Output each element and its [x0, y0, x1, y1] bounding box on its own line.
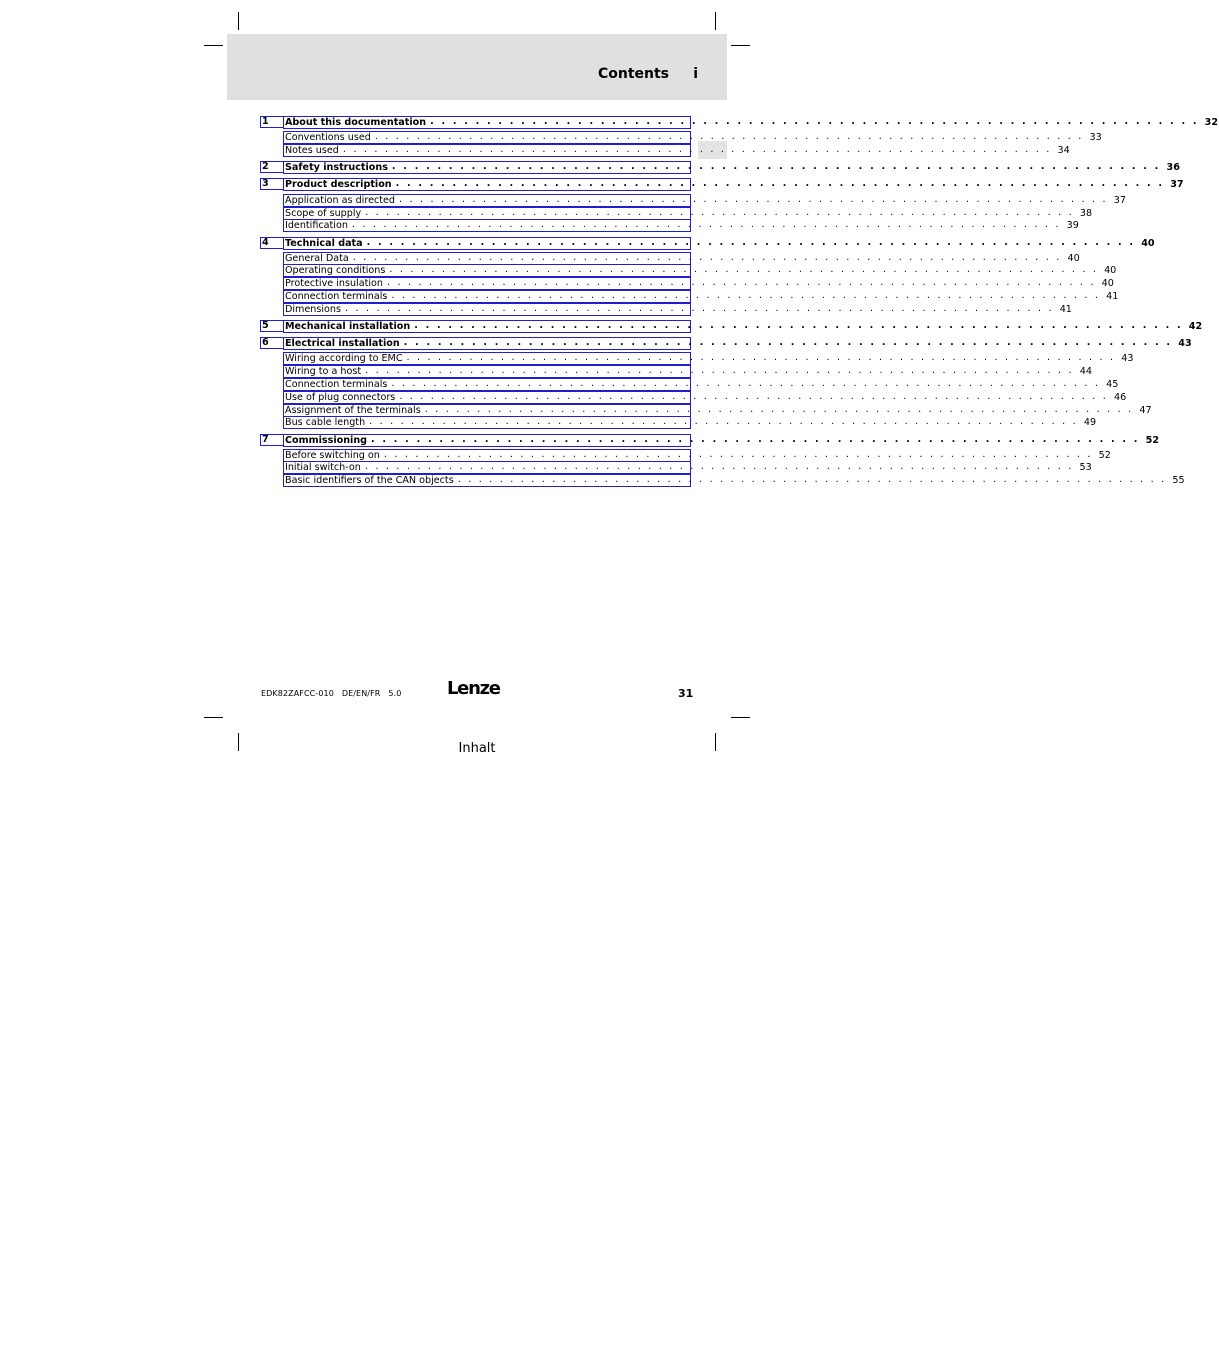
lenze-logo: Lenze — [447, 678, 500, 699]
toc-chapter-link[interactable] — [283, 320, 1203, 333]
leader-dots: . . . . . . . . . . . . . . . . . . . . . . . . . . . . . . . . . . . . . . . . . . . . . . . . . . . . . . . . . . . . . . . . . . . . — [352, 252, 1062, 263]
toc-entry-label: Product description — [285, 179, 392, 190]
toc-chapter-link[interactable] — [283, 161, 1180, 174]
toc-entry-label: Scope of supply — [285, 208, 362, 219]
toc-entry-page: 36 — [1166, 162, 1180, 173]
toc-entry-label: Wiring according to EMC — [285, 353, 403, 364]
toc-entry-label: Technical data — [285, 238, 363, 249]
toc-section-link[interactable] — [283, 474, 1185, 487]
toc-entry-label: Wiring to a host — [285, 366, 362, 377]
toc-entry-page: 32 — [1204, 117, 1219, 128]
toc-entry-page: 33 — [1089, 132, 1102, 143]
chapter-number[interactable]: 3 — [260, 178, 284, 190]
page-caption: Inhalt — [458, 741, 496, 756]
toc-entry-page: 40 — [1067, 253, 1080, 264]
toc-entry-label: Before switching on — [285, 450, 380, 461]
toc-entry-page: 55 — [1172, 475, 1185, 486]
toc-chapter-link[interactable] — [283, 337, 1192, 350]
toc-entry-label: Application as directed — [285, 195, 396, 206]
toc-entry-page: 46 — [1114, 392, 1127, 403]
leader-dots: . . . . . . . . . . . . . . . . . . . . . . . . . . . . . . . . . . . . . . . . . . . . . . . . . . . . . . . . . . . . . . . . . . . . — [424, 404, 1134, 415]
page-number: 31 — [678, 687, 694, 700]
toc-section-link[interactable] — [283, 144, 1070, 157]
leader-dots: . . . . . . . . . . . . . . . . . . . . . . . . . . . . . . . . . . . . . . . . . . . . . . . . . . . . . . . . . . . . . . . . . . . . — [386, 277, 1096, 288]
toc-entry-label: Identification — [285, 220, 348, 231]
leader-dots: . . . . . . . . . . . . . . . . . . . . . . . . . . . . . . . . . . . . . . . . . . . . . . . . . . . . . . . . . . . . . . . . . . . . — [406, 352, 1116, 363]
toc-entry-label: Notes used — [285, 145, 339, 156]
toc-entry-page: 41 — [1059, 304, 1072, 315]
toc-entry-label: General Data — [285, 253, 349, 264]
leader-dots: . . . . . . . . . . . . . . . . . . . . . . . . . . . . . . . . . . . . . . . . . . . . . . . . . . . . . . . . . . . . . . . . . . . . — [391, 378, 1101, 389]
leader-dots: . . . . . . . . . . . . . . . . . . . . . . . . . . . . . . . . . . . . . . . . . . . . . . . . . . . . . . . . . . . . . . . . . . . . — [414, 320, 1183, 331]
toc-entry-label: Assignment of the terminals — [285, 405, 421, 416]
toc-section-link[interactable] — [283, 365, 1093, 378]
leader-dots: . . . . . . . . . . . . . . . . . . . . . . . . . . . . . . . . . . . . . . . . . . . . . . . . . . . . . . . . . . . . . . . . . . . . — [371, 434, 1140, 445]
toc-entry-page: 41 — [1106, 291, 1119, 302]
toc-section-link[interactable] — [283, 277, 1114, 290]
toc-entry-label: Basic identifiers of the CAN objects — [285, 475, 454, 486]
toc-entry-page: 43 — [1178, 338, 1192, 349]
toc-entry-page: 52 — [1145, 435, 1159, 446]
toc-section-link[interactable] — [283, 219, 1079, 232]
toc-entry-page: 40 — [1104, 265, 1117, 276]
leader-dots: . . . . . . . . . . . . . . . . . . . . . . . . . . . . . . . . . . . . . . . . . . . . . . . . . . . . . . . . . . . . . . . . . . . . — [389, 264, 1099, 275]
leader-dots: . . . . . . . . . . . . . . . . . . . . . . . . . . . . . . . . . . . . . . . . . . . . . . . . . . . . . . . . . . . . . . . . . . . . — [391, 290, 1101, 301]
document-id: EDK82ZAFCC-010 DE/EN/FR 5.0 — [261, 689, 402, 698]
leader-dots: . . . . . . . . . . . . . . . . . . . . . . . . . . . . . . . . . . . . . . . . . . . . . . . . . . . . . . . . . . . . . . . . . . . . — [365, 365, 1074, 376]
toc-entry-label: Mechanical installation — [285, 321, 411, 332]
leader-dots: . . . . . . . . . . . . . . . . . . . . . . . . . . . . . . . . . . . . . . . . . . . . . . . . . . . . . . . . . . . . . . . . . . . . — [364, 461, 1074, 472]
toc-entry-label: Connection terminals — [285, 379, 388, 390]
chapter-number[interactable]: 4 — [260, 237, 284, 249]
toc-section-link[interactable] — [283, 352, 1134, 365]
leader-dots: . . . . . . . . . . . . . . . . . . . . . . . . . . . . . . . . . . . . . . . . . . . . . . . . . . . . . . . . . . . . . . . . . . . . — [391, 161, 1161, 172]
toc-entry-page: 37 — [1170, 179, 1184, 190]
toc-section-link[interactable] — [283, 131, 1102, 144]
toc-section-link[interactable] — [283, 290, 1119, 303]
toc-section-link[interactable] — [283, 416, 1097, 429]
toc-chapter-link[interactable] — [283, 434, 1159, 447]
toc-chapter-link[interactable] — [283, 178, 1184, 191]
leader-dots: . . . . . . . . . . . . . . . . . . . . . . . . . . . . . . . . . . . . . . . . . . . . . . . . . . . . . . . . . . . . . . . . . . . . — [457, 474, 1167, 485]
chapter-number[interactable]: 7 — [260, 434, 284, 446]
toc-entry-label: Connection terminals — [285, 291, 388, 302]
leader-dots: . . . . . . . . . . . . . . . . . . . . . . . . . . . . . . . . . . . . . . . . . . . . . . . . . . . . . . . . . . . . . . . . . . . . — [399, 391, 1109, 402]
toc-entry-page: 43 — [1121, 353, 1134, 364]
toc-section-link[interactable] — [283, 461, 1092, 474]
toc-entry-label: Protective insulation — [285, 278, 383, 289]
leader-dots: . . . . . . . . . . . . . . . . . . . . . . . . . . . . . . . . . . . . . . . . . . . . . . . . . . . . . . . . . . . . . . . . . . . . — [369, 416, 1078, 427]
leader-dots: . . . . . . . . . . . . . . . . . . . . . . . . . . . . . . . . . . . . . . . . . . . . . . . . . . . . . . . . . . . . . . . . . . . . — [366, 237, 1136, 248]
chapter-number[interactable]: 6 — [260, 337, 284, 349]
toc-chapter-link[interactable] — [283, 237, 1155, 250]
toc-section-link[interactable] — [283, 194, 1126, 207]
toc-entry-label: Use of plug connectors — [285, 392, 396, 403]
toc-section-link[interactable] — [283, 378, 1119, 391]
toc-section-link[interactable] — [283, 391, 1127, 404]
toc-entry-page: 47 — [1139, 405, 1152, 416]
page-title: Contents — [597, 66, 669, 82]
toc-entry-page: 39 — [1066, 220, 1079, 231]
toc-entry-page: 42 — [1188, 321, 1203, 332]
toc-entry-page: 49 — [1083, 417, 1097, 428]
toc-chapter-link[interactable] — [283, 116, 1219, 129]
toc-entry-label: Conventions used — [285, 132, 371, 143]
toc-entry-page: 37 — [1113, 195, 1126, 206]
leader-dots: . . . . . . . . . . . . . . . . . . . . . . . . . . . . . . . . . . . . . . . . . . . . . . . . . . . . . . . . . . . . . . . . . . . . — [395, 178, 1165, 189]
toc-section-link[interactable] — [283, 264, 1117, 277]
toc-section-link[interactable] — [283, 303, 1072, 316]
toc-entry-label: Bus cable length — [285, 417, 366, 428]
toc-entry-page: 44 — [1079, 366, 1093, 377]
leader-dots: . . . . . . . . . . . . . . . . . . . . . . . . . . . . . . . . . . . . . . . . . . . . . . . . . . . . . . . . . . . . . . . . . . . . — [342, 144, 1052, 155]
leader-dots: . . . . . . . . . . . . . . . . . . . . . . . . . . . . . . . . . . . . . . . . . . . . . . . . . . . . . . . . . . . . . . . . . . . . — [430, 116, 1199, 127]
toc-entry-label: Initial switch-on — [285, 462, 361, 473]
toc-entry-label: About this documentation — [285, 117, 427, 128]
toc-entry-page: 40 — [1141, 238, 1155, 249]
toc-entry-page: 53 — [1079, 462, 1092, 473]
toc-entry-label: Commissioning — [285, 435, 368, 446]
chapter-number[interactable]: 1 — [260, 116, 284, 128]
toc-entry-label: Electrical installation — [285, 338, 400, 349]
toc-entry-page: 45 — [1106, 379, 1119, 390]
leader-dots: . . . . . . . . . . . . . . . . . . . . . . . . . . . . . . . . . . . . . . . . . . . . . . . . . . . . . . . . . . . . . . . . . . . . — [403, 337, 1173, 348]
toc-entry-label: Safety instructions — [285, 162, 388, 173]
toc-entry-page: 38 — [1079, 208, 1093, 219]
toc-entry-page: 34 — [1057, 145, 1070, 156]
leader-dots: . . . . . . . . . . . . . . . . . . . . . . . . . . . . . . . . . . . . . . . . . . . . . . . . . . . . . . . . . . . . . . . . . . . . — [383, 449, 1093, 460]
leader-dots: . . . . . . . . . . . . . . . . . . . . . . . . . . . . . . . . . . . . . . . . . . . . . . . . . . . . . . . . . . . . . . . . . . . . — [351, 219, 1061, 230]
leader-dots: . . . . . . . . . . . . . . . . . . . . . . . . . . . . . . . . . . . . . . . . . . . . . . . . . . . . . . . . . . . . . . . . . . . . — [345, 303, 1054, 314]
info-icon: i — [693, 66, 698, 82]
toc-entry-label: Operating conditions — [285, 265, 386, 276]
toc-entry-page: 40 — [1101, 278, 1114, 289]
leader-dots: . . . . . . . . . . . . . . . . . . . . . . . . . . . . . . . . . . . . . . . . . . . . . . . . . . . . . . . . . . . . . . . . . . . . — [399, 194, 1108, 205]
toc-entry-label: Dimensions — [285, 304, 341, 315]
leader-dots: . . . . . . . . . . . . . . . . . . . . . . . . . . . . . . . . . . . . . . . . . . . . . . . . . . . . . . . . . . . . . . . . . . . . — [374, 131, 1084, 142]
chapter-number[interactable]: 2 — [260, 161, 284, 173]
toc-entry-page: 52 — [1098, 450, 1111, 461]
leader-dots: . . . . . . . . . . . . . . . . . . . . . . . . . . . . . . . . . . . . . . . . . . . . . . . . . . . . . . . . . . . . . . . . . . . . — [365, 207, 1074, 218]
chapter-number[interactable]: 5 — [260, 320, 284, 332]
